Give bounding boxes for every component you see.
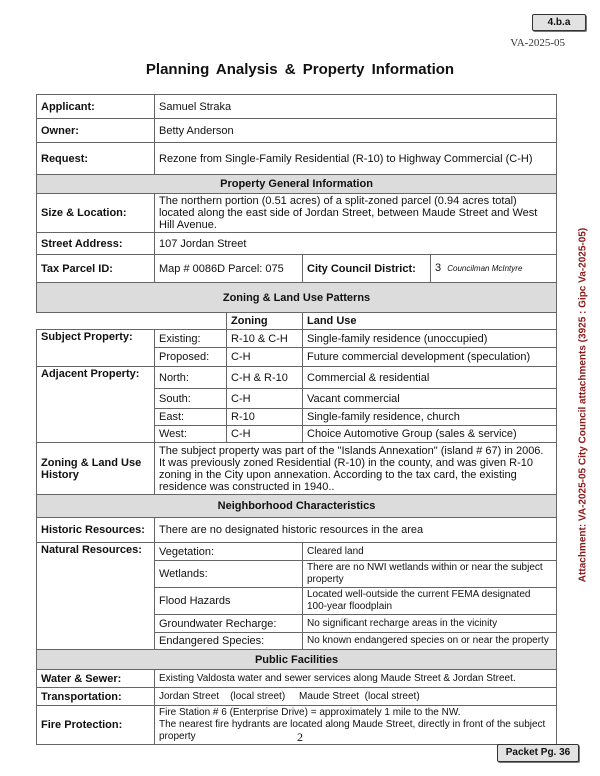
natural-vegetation-row (37, 543, 557, 561)
fire-line-1: Fire Station # 6 (Enterprise Drive) = approximately 1 mile to the NW. (159, 707, 461, 718)
land-use-column-header: Land Use (303, 313, 557, 330)
tax-parcel-value: Map # 0086D Parcel: 075 (155, 255, 303, 283)
applicant-label: Applicant: (37, 95, 155, 119)
transportation-value: Jordan Street (local street) Maude Street (local street) (155, 688, 557, 706)
property-info-table (36, 94, 557, 745)
natural-kind: Flood Hazards (155, 588, 303, 615)
public-section-header (37, 650, 557, 670)
adjacent-north-row (37, 367, 557, 389)
historic-value: There are no designated historic resources in the area (155, 518, 557, 543)
blank-header-cell (37, 313, 227, 330)
property-header-text: Property General Information (37, 175, 557, 194)
neighborhood-section-header (37, 495, 557, 518)
water-row (37, 670, 557, 688)
district-member: Councilman McIntyre (447, 264, 523, 273)
history-label: Zoning & Land Use History (37, 443, 155, 495)
neighborhood-header-text: Neighborhood Characteristics (37, 495, 557, 518)
applicant-row (37, 95, 557, 119)
fire-label: Fire Protection: (37, 706, 155, 745)
adjacent-zoning: C-H & R-10 (227, 367, 303, 389)
adjacent-use: Vacant commercial (303, 389, 557, 409)
tax-parcel-label: Tax Parcel ID: (37, 255, 155, 283)
size-location-label: Size & Location: (37, 194, 155, 233)
request-row (37, 143, 557, 175)
item-badge: 4.b.a (532, 14, 586, 31)
natural-value: Cleared land (303, 543, 557, 561)
page-number: 2 (297, 730, 303, 744)
owner-value: Betty Anderson (155, 119, 557, 143)
subject-zoning: C-H (227, 348, 303, 367)
natural-kind: Groundwater Recharge: (155, 615, 303, 633)
historic-label: Historic Resources: (37, 518, 155, 543)
request-value: Rezone from Single-Family Residential (R-10) to Highway Commercial (C-H) (155, 143, 557, 175)
adjacent-property-label: Adjacent Property: (37, 367, 155, 443)
owner-label: Owner: (37, 119, 155, 143)
historic-row (37, 518, 557, 543)
natural-resources-label: Natural Resources: (37, 543, 155, 650)
adjacent-kind: South: (155, 389, 227, 409)
subject-existing-row (37, 330, 557, 348)
natural-kind: Wetlands: (155, 561, 303, 588)
transportation-row (37, 688, 557, 706)
size-location-row (37, 194, 557, 233)
zoning-header-text: Zoning & Land Use Patterns (37, 283, 557, 313)
adjacent-zoning: C-H (227, 426, 303, 443)
transportation-label: Transportation: (37, 688, 155, 706)
adjacent-use: Commercial & residential (303, 367, 557, 389)
street-address-row (37, 233, 557, 255)
district-number: 3 (435, 262, 442, 274)
adjacent-zoning: R-10 (227, 409, 303, 426)
packet-page-badge: Packet Pg. 36 (497, 744, 579, 762)
adjacent-kind: East: (155, 409, 227, 426)
water-label: Water & Sewer: (37, 670, 155, 688)
natural-kind: Endangered Species: (155, 633, 303, 650)
subject-kind: Proposed: (155, 348, 227, 367)
public-header-text: Public Facilities (37, 650, 557, 670)
natural-value: Located well-outside the current FEMA designated 100-year floodplain (303, 588, 557, 615)
street-address-label: Street Address: (37, 233, 155, 255)
subject-kind: Existing: (155, 330, 227, 348)
natural-value: There are no NWI wetlands within or near the subject property (303, 561, 557, 588)
zoning-column-headers (37, 313, 557, 330)
page-title: Planning Analysis & Property Information (145, 61, 455, 78)
adjacent-kind: West: (155, 426, 227, 443)
size-location-value: The northern portion (0.51 acres) of a split-zoned parcel (0.94 acres total) located along the east side of Jordan Street, between Maude Street and West Hill Avenue. (155, 194, 557, 233)
property-section-header (37, 175, 557, 194)
zoning-column-header: Zoning (227, 313, 303, 330)
council-district-label: City Council District: (303, 255, 431, 283)
street-address-value: 107 Jordan Street (155, 233, 557, 255)
subject-use: Single-family residence (unoccupied) (303, 330, 557, 348)
subject-property-label: Subject Property: (37, 330, 155, 367)
tax-parcel-row (37, 255, 557, 283)
adjacent-zoning: C-H (227, 389, 303, 409)
history-row (37, 443, 557, 495)
fire-line-2: The nearest fire hydrants are located along Maude Street, directly in front of the subject property (159, 719, 546, 742)
reference-number: VA-2025-05 (510, 37, 565, 49)
adjacent-use: Single-family residence, church (303, 409, 557, 426)
zoning-section-header (37, 283, 557, 313)
natural-value: No known endangered species on or near the property (303, 633, 557, 650)
adjacent-use: Choice Automotive Group (sales & service) (303, 426, 557, 443)
subject-zoning: R-10 & C-H (227, 330, 303, 348)
natural-value: No significant recharge areas in the vicinity (303, 615, 557, 633)
water-value: Existing Valdosta water and sewer services along Maude Street & Jordan Street. (155, 670, 557, 688)
applicant-value: Samuel Straka (155, 95, 557, 119)
request-label: Request: (37, 143, 155, 175)
owner-row (37, 119, 557, 143)
natural-kind: Vegetation: (155, 543, 303, 561)
adjacent-kind: North: (155, 367, 227, 389)
subject-use: Future commercial development (speculation) (303, 348, 557, 367)
council-district-value (431, 255, 557, 283)
history-value: The subject property was part of the "Islands Annexation" (island # 67) in 2006. It was previously zoned Residential (R-10) in the county, and was given R-10 zoning in the City upon annexation. According to the tax card, the existing residence was constructed in 1940.. (155, 443, 557, 495)
side-attachment-text: Attachment: VA-2025-05 City Council attachments (3925 : Gipc Va-2025-05) (577, 227, 589, 583)
